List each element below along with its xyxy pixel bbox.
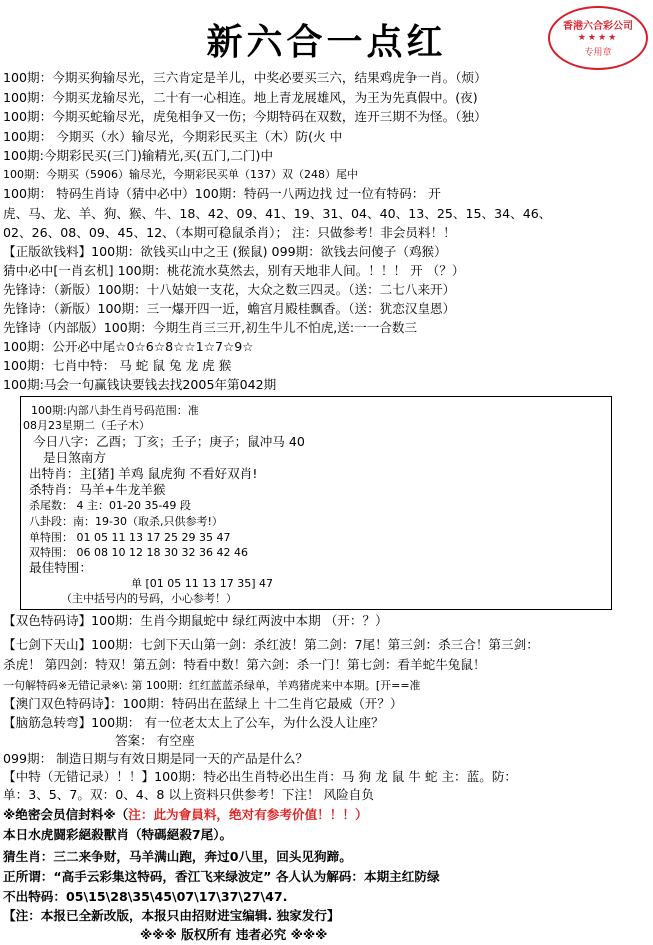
text-line: 100期:马会一句赢钱诀要钱去找2005年第042期 (3, 377, 277, 392)
text-line: 先锋诗：（新版）100期：三一爆开四一近，蟾宫月殿桂飘香。（送：犹恋汉皇恩） (3, 301, 456, 316)
text-line: 【澳门双色特码诗】：100期：特码出在蓝绿上 十二生肖它最威（开？） (3, 696, 403, 711)
copyright-line: ※※※ 版权所有 违者必究 ※※※ (140, 927, 328, 942)
box-line: 杀尾数： 4 主：01-20 35-49 段 (29, 499, 191, 512)
text-line: 单：3、5、7。双：0、4、8 以上资料只供参考！下注！ 风险自负 (3, 787, 374, 802)
company-seal (548, 6, 648, 70)
seal-top-text: 香港六合彩公司 (563, 21, 633, 32)
vip-line (3, 806, 649, 824)
box-line: 08月23星期二（壬子木） (23, 419, 150, 432)
text-line: 【七剑下天山】100期：七剑下天山第一剑：杀红波！第二剑：7尾！第三剑：杀三合！第三剑： (3, 637, 539, 652)
text-line: 杀虎！ 第四剑：特双！第五剑：特看中数！第六剑：杀一门！第七剑：看羊蛇牛兔鼠！ (3, 657, 486, 672)
text-line: 02、26、08、09、45、12、（本期可稳鼠杀肖）； 注：只做参考！非会员料！！ (3, 225, 456, 240)
bagua-box (20, 396, 612, 610)
seal-bottom-text: 专用章 (584, 48, 612, 58)
text-line: 100期：七肖中特： 马 蛇 鼠 兔 龙 虎 猴 (3, 358, 232, 373)
text-line: 100期：今期买狗输尽光，三六肯定是羊儿，中奖必要买三六，结果鸡虎争一肖。（烦） (3, 70, 487, 85)
text-line: 先锋诗：（新版）100期：十八姑娘一支花，大众之数三四灵。（送：二七八来开） (3, 282, 456, 297)
box-line: 八卦段：南：19-30（取杀,只供参考!） (29, 515, 223, 528)
box-line: 100期:内部八卦生肖号码范围：准 (31, 404, 199, 417)
page-title: 新六合一点红 (206, 21, 447, 63)
vip-label: ※绝密会员信封料※（ (3, 807, 129, 822)
box-line: 出特肖：主[猪] 羊鸡 鼠虎狗 不看好双肖! (29, 466, 258, 481)
box-line: （主中括号内的号码，小心参考！） (61, 592, 237, 605)
text-line: 一句解特码※无错记录※\: 第 100期：红红蓝蓝杀绿单，羊鸡猪虎来中本期。[开==准 (3, 679, 421, 692)
text-line: 【中特（无错记录）！！】100期：特必出生肖特必出生肖：马 狗 龙 鼠 牛 蛇 主：蓝。防： (3, 769, 518, 784)
box-line: 是日煞南方 (43, 450, 106, 465)
box-line: 单特围： 01 05 11 13 17 25 29 35 47 (29, 531, 231, 544)
box-line: 单 [01 05 11 13 17 35] 47 (131, 577, 274, 590)
text-line: 【双色特码诗】100期：生肖今期鼠蛇中 绿红两波中本期 （开：？） (3, 613, 388, 628)
text-line: 答案： 有空座 (115, 733, 195, 748)
text-line: 099期： 制造日期与有效日期是同一天的产品是什么？ (3, 751, 309, 766)
text-line: 【脑筋急转弯】100期： 有一位老太太上了公车，为什么没人让座？ (3, 715, 384, 730)
text-line: 猜中必中[一肖玄机] 100期：桃花流水莫然去，别有天地非人间。！！！ 开 （？） (3, 263, 465, 278)
text-line: 100期： 特码生肖诗（猜中必中）100期：特码一八两边找 过一位有特码： 开 (3, 186, 441, 201)
seal-stars: ★★★★ (577, 33, 619, 43)
text-line: 本日水虎闘彩絕殺獸肖（特碼絕殺7尾）。 (3, 827, 233, 842)
box-line: 双特围： 06 08 10 12 18 30 32 36 42 46 (29, 546, 248, 559)
box-line: 今日八字：乙酉；丁亥；壬子；庚子；鼠冲马 40 (33, 434, 305, 449)
box-line: 最佳特围： (29, 560, 92, 575)
text-line: 虎、马、龙、羊、狗、猴、牛、18、42、09、41、19、31、04、40、13、25、15、34、46、 (3, 206, 552, 221)
box-line: 杀特肖：马羊+牛龙羊猴 (29, 482, 166, 497)
text-line: 100期：今期买龙输尽光，二十有一心相连。地上青龙展雄风，为王为先真假中。(夜) (3, 90, 478, 105)
text-line: 正所谓：“高手云彩集这特码，香江飞来绿波定” 各人认为解码：本期主红防绿 (3, 869, 440, 884)
text-line: 100期：今期买（5906）输尽光，今期彩民买单（137）双（248）尾中 (3, 168, 358, 181)
text-line: 【正版欲钱料】100期：欲钱买山中之王 (猴鼠) 099期：欲钱去问傻子（鸡猴） (3, 244, 447, 259)
text-line: 100期:今期彩民买(三门)输精光,买(五门,二门)中 (3, 148, 274, 163)
text-line: 【注：本报已全新改版，本报只由招财进宝编辑. 独家发行】 (3, 908, 340, 923)
vip-note: 注：此为會員料，绝对有参考价值！！！） (128, 807, 368, 822)
text-line: 100期：公开必中尾☆0☆6☆8☆☆1☆7☆9☆ (3, 339, 254, 354)
text-line: 猜生肖：三二来争财，马羊满山跑，奔过0八里，回头见狗蹄。 (3, 849, 352, 864)
text-line: 先锋诗（内部版）100期：今期生肖三三开,初生牛儿不怕虎,送:一一合数三 (3, 320, 418, 335)
text-line: 不出特码：05\15\28\35\45\07\17\37\27\47. (3, 889, 288, 904)
text-line: 100期： 今期买（水）输尽光，今期彩民买主（木）防(火 中 (3, 129, 343, 144)
text-line: 100期：今期买蛇输尽光，虎兔相争又一伤；今期特码在双数，连开三期不为怪。（独） (3, 109, 487, 124)
